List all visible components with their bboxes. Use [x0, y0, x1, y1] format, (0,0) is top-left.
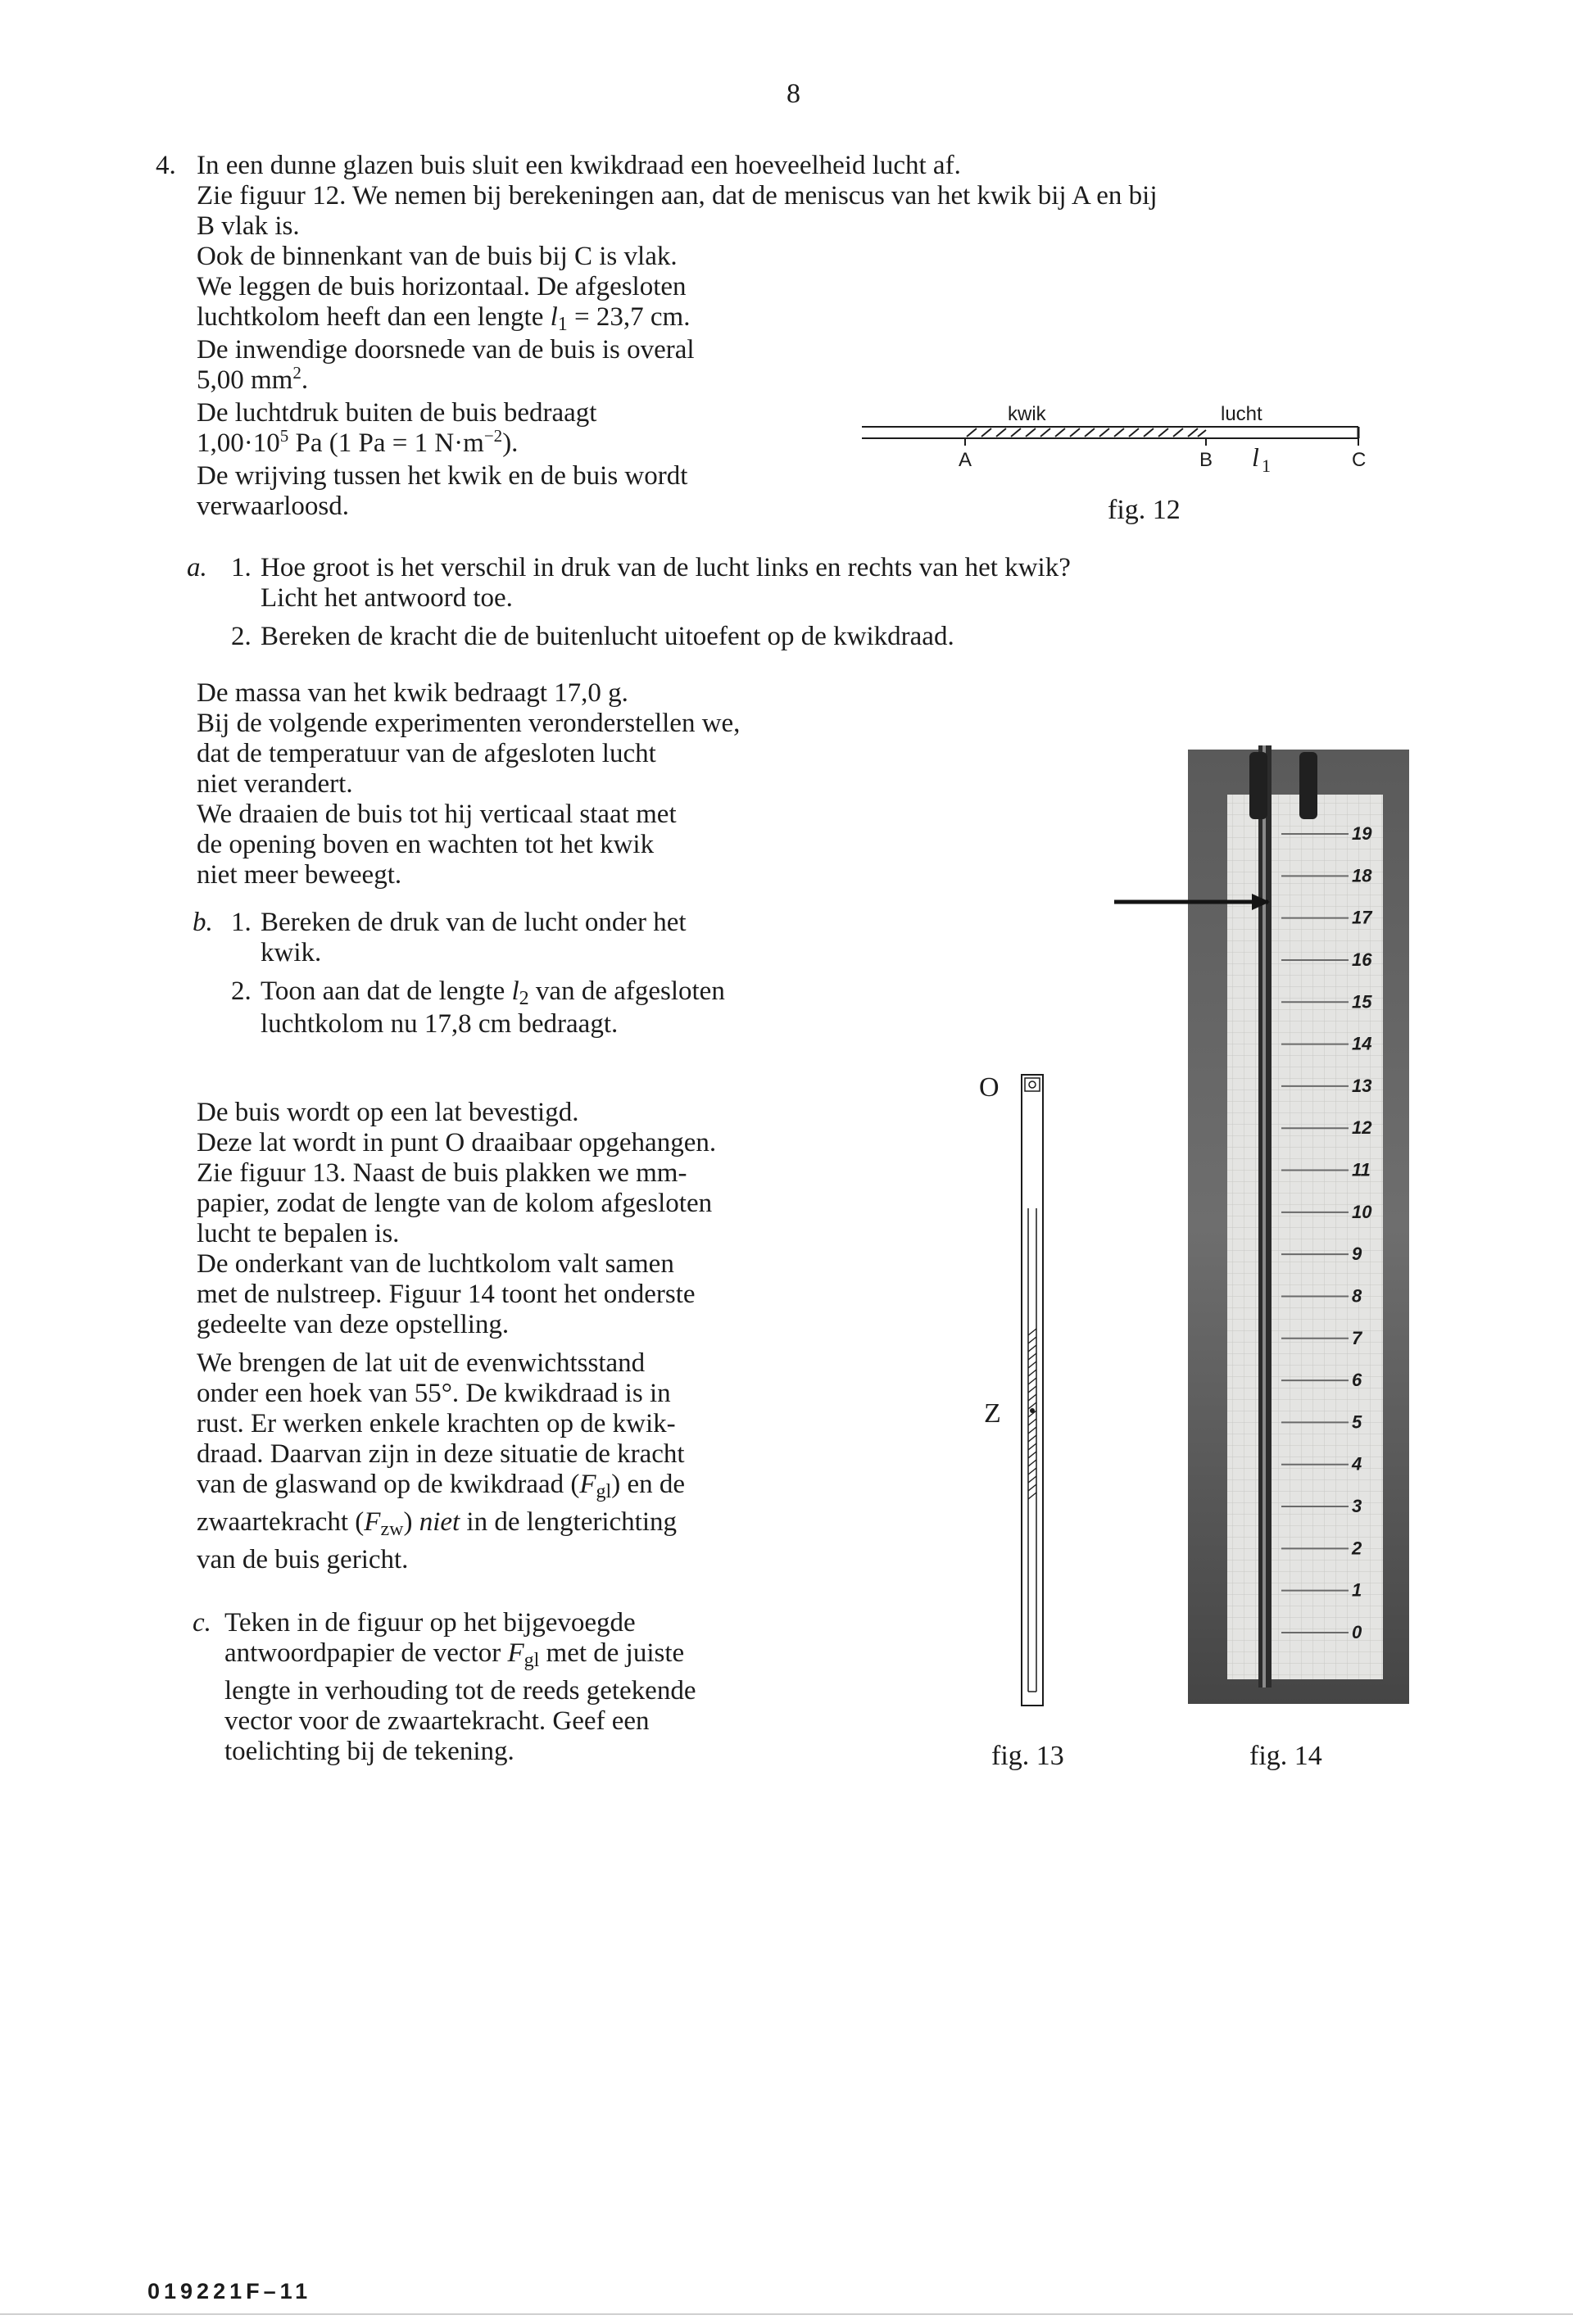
scale-number: 12 — [1352, 1117, 1372, 1139]
middle-line: De massa van het kwik bedraagt 17,0 g. — [197, 678, 628, 708]
intro-line: Zie figuur 12. We nemen bij berekeningen aan, dat de meniscus van het kwik bij A en bij — [197, 181, 1158, 211]
fig12-label-a: A — [959, 449, 972, 471]
part-b-letter: b. — [193, 908, 213, 937]
lower-line: rust. Er werken enkele krachten op de kwik- — [197, 1409, 676, 1438]
page-number: 8 — [786, 79, 800, 109]
fig14-photo — [1106, 745, 1409, 1704]
part-b-q1-number: 1. — [231, 908, 252, 937]
pivot-o — [1029, 1081, 1036, 1088]
middle-line: niet meer beweegt. — [197, 860, 402, 890]
intro-line: In een dunne glazen buis sluit een kwikdraad een hoeveelheid lucht af. — [197, 151, 961, 180]
fig13-label-z: Z — [984, 1398, 1001, 1429]
scale-number: 5 — [1352, 1411, 1362, 1433]
fgl-line: van de glaswand op de kwikdraad (Fgl) en de — [197, 1470, 685, 1502]
scale-number: 19 — [1352, 823, 1372, 844]
middle-line: We draaien de buis tot hij verticaal staat met — [197, 800, 677, 829]
friction-line: De wrijving tussen het kwik en de buis wordt — [197, 461, 688, 491]
part-c-line: Teken in de figuur op het bijgevoegde — [224, 1608, 636, 1638]
fig13-caption: fig. 13 — [991, 1741, 1064, 1771]
scale-number: 15 — [1352, 991, 1372, 1013]
lower-line: Deze lat wordt in punt O draaibaar opgehangen. — [197, 1128, 717, 1157]
middle-line: Bij de volgende experimenten veronderstellen we, — [197, 709, 741, 738]
fig12-label-c: C — [1352, 449, 1367, 471]
mercury-column — [965, 428, 1207, 437]
scale-number: 3 — [1352, 1496, 1362, 1517]
part-c — [156, 1608, 893, 1767]
pressure-line: De luchtdruk buiten de buis bedraagt — [197, 398, 597, 428]
last-line: van de buis gericht. — [197, 1545, 409, 1574]
fig12-label-l-sub: 1 — [1262, 455, 1271, 476]
fig13-mercury — [1028, 1329, 1036, 1499]
part-c-line: lengte in verhouding tot de reeds getekende — [224, 1676, 696, 1706]
part-c-letter: c. — [193, 1608, 211, 1638]
part-b-q1-line: Bereken de druk van de lucht onder het — [261, 908, 687, 937]
clamp-left — [1249, 752, 1267, 819]
scale-number: 10 — [1352, 1201, 1372, 1222]
scale-number: 2 — [1352, 1538, 1362, 1559]
intro-line: We leggen de buis horizontaal. De afgesloten — [197, 272, 687, 301]
scale-number: 8 — [1352, 1285, 1362, 1307]
intro-line: Ook de binnenkant van de buis bij C is vlak. — [197, 242, 678, 271]
fig12-caption: fig. 12 — [1108, 495, 1181, 525]
middle-line: niet verandert. — [197, 769, 353, 799]
lower-line: We brengen de lat uit de evenwichtsstand — [197, 1348, 646, 1378]
scale-number: 6 — [1352, 1370, 1362, 1391]
fig12-label-b: B — [1199, 449, 1213, 471]
intro-line: B vlak is. — [197, 211, 300, 241]
pressure-value-line: $1,00\cdot 10^5$ Pa (1 Pa = 1 $N\cdot m^{-2}$). — [197, 426, 519, 458]
scale-number: 0 — [1352, 1622, 1362, 1642]
lower-line: Zie figuur 13. Naast de buis plakken we mm- — [197, 1158, 687, 1188]
bottom-rule — [0, 2313, 1573, 2315]
lower-text — [197, 1098, 901, 1575]
part-a — [156, 553, 1303, 652]
section-line: De inwendige doorsnede van de buis is overal — [197, 335, 695, 365]
pivot-box — [1025, 1078, 1040, 1091]
fig13-diagram — [979, 1065, 1069, 1720]
part-a-q1-number: 1. — [231, 553, 252, 582]
part-c-line: vector voor de zwaartekracht. Geef een — [224, 1706, 650, 1736]
part-b-q2-line: luchtkolom nu 17,8 cm bedraagt. — [261, 1009, 619, 1039]
fig12-label-kwik: kwik — [1008, 403, 1046, 425]
clamp-right — [1299, 752, 1317, 819]
lower-line: met de nulstreep. Figuur 14 toont het onderste — [197, 1280, 696, 1309]
part-a-q1-line: Hoe groot is het verschil in druk van de lucht links en rechts van het kwik? — [261, 553, 1071, 582]
scale-number: 9 — [1352, 1244, 1362, 1265]
middle-line: dat de temperatuur van de afgesloten lucht — [197, 739, 656, 768]
lower-line: gedeelte van deze opstelling. — [197, 1310, 510, 1339]
part-c-line: toelichting bij de tekening. — [224, 1737, 515, 1766]
footer-code: 019221F–11 — [147, 2279, 312, 2304]
scale-number: 13 — [1352, 1075, 1372, 1096]
part-a-q1-line: Licht het antwoord toe. — [261, 583, 513, 613]
question-number: 4. — [156, 151, 176, 180]
l1-line: luchtkolom heeft dan een lengte l1 = 23,7 cm. — [197, 302, 691, 335]
scale-number: 1 — [1352, 1579, 1362, 1601]
scale-number: 7 — [1352, 1327, 1362, 1348]
lower-line: De buis wordt op een lat bevestigd. — [197, 1098, 579, 1127]
friction-line: verwaarloosd. — [197, 492, 350, 521]
scale-number: 18 — [1352, 865, 1372, 886]
fig13-lath — [1022, 1075, 1043, 1706]
part-a-q2-number: 2. — [231, 622, 252, 651]
part-a-q2-line: Bereken de kracht die de buitenlucht uitoefent op de kwikdraad. — [261, 622, 954, 651]
part-b-q2-line: Toon aan dat de lengte l2 van de afgesloten — [261, 976, 725, 1009]
scale-number: 16 — [1352, 949, 1372, 970]
lower-line: onder een hoek van 55°. De kwikdraad is in — [197, 1379, 671, 1408]
area-line: 5,00 $mm^2$. — [197, 363, 309, 395]
scale-number: 14 — [1352, 1033, 1372, 1054]
glass-tube-highlight — [1262, 745, 1266, 1688]
scale-number: 17 — [1352, 907, 1372, 928]
fig12-diagram — [860, 401, 1368, 492]
fig12-label-lucht: lucht — [1221, 403, 1262, 425]
lower-line: De onderkant van de luchtkolom valt samen — [197, 1249, 674, 1279]
part-b — [156, 908, 893, 1040]
fig12-label-l: l — [1252, 442, 1259, 472]
part-a-letter: a. — [187, 553, 207, 582]
middle-text — [197, 678, 901, 890]
fig14-caption: fig. 14 — [1249, 1741, 1322, 1771]
scale-number: 11 — [1352, 1159, 1371, 1180]
part-c-line: antwoordpapier de vector Fgl met de juiste — [224, 1638, 685, 1671]
fig13-label-o: O — [979, 1072, 1000, 1103]
scale-number: 4 — [1352, 1453, 1362, 1475]
part-b-q1-line: kwik. — [261, 938, 322, 967]
part-b-q2-number: 2. — [231, 976, 252, 1006]
lower-line: draad. Daarvan zijn in deze situatie de kracht — [197, 1439, 685, 1469]
middle-line: de opening boven en wachten tot het kwik — [197, 830, 655, 859]
lower-line: lucht te bepalen is. — [197, 1219, 400, 1248]
lower-line: papier, zodat de lengte van de kolom afgesloten — [197, 1189, 713, 1218]
fzw-line: zwaartekracht (Fzw) niet in de lengterichting — [197, 1507, 678, 1540]
